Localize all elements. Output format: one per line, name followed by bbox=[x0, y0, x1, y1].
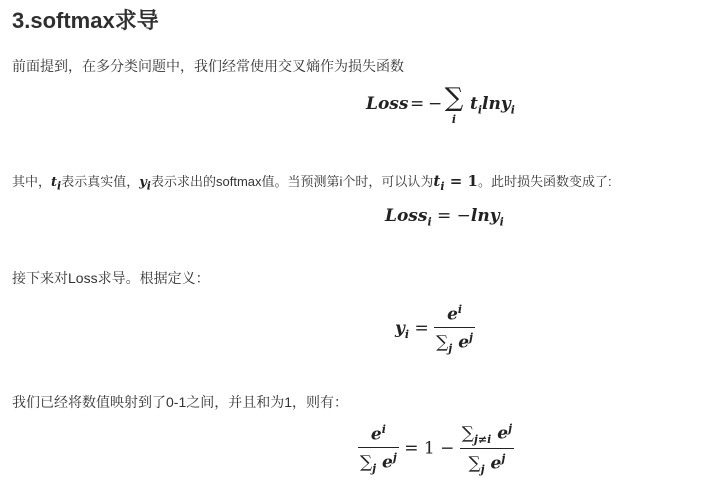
formula3-num-sup: i bbox=[457, 303, 463, 316]
formula1-sum-symbol: ∑ bbox=[444, 83, 464, 113]
loss-i-formula bbox=[385, 206, 504, 228]
formula1-minus: − bbox=[428, 94, 443, 114]
normalization-paragraph: 我们已经将数值映射到了0-1之间，并且和为1，则有： bbox=[12, 394, 349, 410]
para2-part3: 表示求出的softmax值。当预测第i个时，可以认为 bbox=[150, 174, 434, 189]
formula2-lhs: Loss bbox=[385, 206, 428, 226]
formula1-sum bbox=[440, 84, 468, 126]
section-heading: 3.softmax求导 bbox=[12, 8, 159, 33]
para2-y-var bbox=[139, 175, 151, 193]
formula1-sum-index: i bbox=[451, 113, 457, 126]
intro-paragraph: 前面提到，在多分类问题中，我们经常使用交叉熵作为损失函数 bbox=[12, 58, 404, 74]
formula4-l-den-sum-sub: j bbox=[372, 461, 377, 475]
formula2-y: y bbox=[489, 206, 500, 226]
formula4-left-numerator bbox=[358, 423, 399, 447]
formula4-r-num-base: e bbox=[497, 423, 509, 444]
formula1-lhs: Loss bbox=[366, 94, 409, 114]
para2-part4: 。此时损失函数变成了: bbox=[477, 174, 612, 189]
formula4-right-fraction bbox=[460, 422, 514, 476]
formula4-r-num-sum: ∑ bbox=[461, 423, 474, 444]
formula4-l-den-sup: j bbox=[392, 450, 397, 464]
formula2-eq: = − bbox=[431, 206, 471, 226]
formula4-l-num-base: e bbox=[370, 424, 382, 445]
formula3-den-sum: ∑ bbox=[436, 332, 449, 353]
formula4-l-den-base: e bbox=[382, 452, 393, 473]
para2-part2: 表示真实值， bbox=[61, 174, 140, 189]
formula1-term bbox=[470, 94, 515, 116]
formula1-ln: ln bbox=[482, 94, 501, 114]
formula1-y-sub: i bbox=[510, 103, 515, 117]
formula2-ln: ln bbox=[470, 206, 490, 226]
formula3-fraction bbox=[434, 303, 475, 355]
formula1-y: y bbox=[500, 94, 511, 114]
formula4-r-num-sum-sub: j≠i bbox=[473, 433, 492, 447]
normalization-formula bbox=[358, 422, 514, 478]
para2-cond-eq: = 1 bbox=[444, 172, 478, 190]
formula3-denominator bbox=[434, 327, 475, 355]
formula4-r-num-sup: j bbox=[508, 422, 513, 435]
para2-t-sub: i bbox=[57, 179, 62, 193]
formula3-lhs-sub: i bbox=[404, 327, 410, 341]
para2-cond-t: t bbox=[433, 172, 441, 190]
formula4-eq: = 1 − bbox=[398, 438, 460, 459]
derivative-intro-paragraph: 接下来对Loss求导。根据定义： bbox=[12, 270, 210, 286]
formula4-r-den-sum: ∑ bbox=[468, 453, 481, 474]
para2-part1: 其中， bbox=[12, 174, 52, 189]
formula4-left-fraction bbox=[358, 423, 399, 475]
formula4-left-denominator bbox=[358, 447, 399, 475]
formula3-lhs: y bbox=[395, 318, 405, 339]
para2-condition bbox=[433, 172, 478, 193]
formula4-r-den-sup: j bbox=[501, 452, 506, 466]
formula3-eq: = bbox=[409, 318, 435, 339]
formula2-lhs-sub: i bbox=[427, 215, 432, 229]
formula4-right-numerator bbox=[460, 422, 514, 448]
formula4-l-den-sum: ∑ bbox=[360, 452, 373, 473]
formula3-den-base: e bbox=[458, 332, 470, 353]
formula3-den-sum-sub: j bbox=[448, 341, 453, 355]
formula3-den-sup: j bbox=[469, 330, 473, 344]
formula4-l-num-sup: i bbox=[381, 423, 386, 437]
para2-cond-sub: i bbox=[440, 180, 445, 193]
formula4-r-den-sum-sub: j bbox=[480, 463, 485, 477]
formula3-num-base: e bbox=[447, 304, 458, 325]
formula4-r-den-base: e bbox=[490, 453, 502, 474]
formula3-numerator bbox=[434, 303, 475, 327]
formula4-right-denominator bbox=[460, 448, 514, 476]
formula1-t-sub: i bbox=[477, 103, 483, 117]
definition-paragraph bbox=[12, 171, 612, 197]
formula1-t: t bbox=[470, 94, 478, 114]
formula2-y-sub: i bbox=[499, 215, 504, 229]
para2-t: t bbox=[51, 175, 58, 190]
softmax-definition-formula bbox=[395, 303, 475, 353]
para2-t-var bbox=[51, 175, 62, 193]
formula1-equals: = bbox=[410, 94, 425, 114]
para2-y-sub: i bbox=[146, 179, 151, 193]
para2-y: y bbox=[139, 175, 147, 190]
